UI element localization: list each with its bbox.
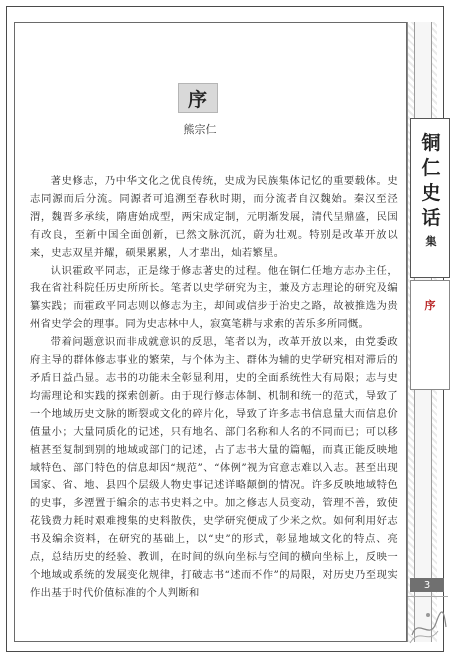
book-title: 铜 仁 史 话 [421,132,441,229]
chapter-tab-label: 序 [424,299,436,312]
chapter-title: 序 [178,83,218,113]
page-number: 3 [410,578,444,592]
book-title-tab [410,118,450,278]
paragraph-1: 著史修志，乃中华文化之优良传统，史成为民族集体记忆的重要载体。史志同源而后分流。同源者可追溯至春秋时期，而分流者自汉魏始。秦汉至泾渭，魏晋多承续，隋唐始成型，两宋成定制，元明渐发展，清代呈鼎盛，民国有改良，至新中国全面创新，已然文脉沉沉，蔚为壮观。特别是改革开放以来，史志双星并耀，硕果累累，人才辈出，灿若繁星。 [30,175,398,259]
ornament-icon [408,596,448,647]
body-text [30,173,398,603]
paragraph-3: 带着问题意识而非成就意识的反思，笔者以为，改革开放以来，由党委政府主导的群体修志事业的繁荣，与个体为主、群体为辅的史学研究相对滞后的矛盾日益凸显。志书的功能未全彰显利用，史的全面系统性大有局限；志与史均需理论和实践的探索创新。由于现行修志体制、机制和统一的范式，导致了一个地域历史文脉的断裂或文化的碎片化，导致了许多志书信息量大而信息价值量小；大量同质化的记述，只有地名、部门名称和人名的不同而已；可以移植甚至复制到别的地域或部门的记述，占了志书大量的篇幅，而真正能反映地域特色、部门特色的信息却因“规范”、“体例”视为官意志难以入志。甚至出现国家、省、地、县四个层级人物史事记述详略颠倒的情况。许多反映地域特色的史事，多湮置于编余的志书史料之中。加之修志人员变动，管理不善，致使花钱费力耗时艰难搜集的史料散佚，史学研究便成了少米之炊。如何利用好志书及编余资料，在研究的基础上，以“史”的形式，彰显地域文化的特点、亮点，总结历史的经验、教训，在时间的纵向坐标与空间的横向坐标上，反映一个地域或系统的发展变化规律，打破志书“述而不作”的局限，对历史乃至现实作出基于时代价值标准的个人判断和 [30,336,398,599]
paragraph-2: 认识霍政平同志，正是缘于修志著史的过程。他在铜仁任地方志办主任，我在省社科院任历史所所长。笔者以史学研究为主，兼及方志理论的研究及编纂实践；而霍政平同志则以修志为主，却间或信步于治史之路，故被推选为贵州省史学会的理事。同为史志林中人，寂寞笔耕与求索的苦乐多所同慨。 [30,264,398,331]
book-subtitle: 集 [425,235,437,248]
author-name: 熊宗仁 [183,123,217,136]
chapter-tab [410,280,450,390]
